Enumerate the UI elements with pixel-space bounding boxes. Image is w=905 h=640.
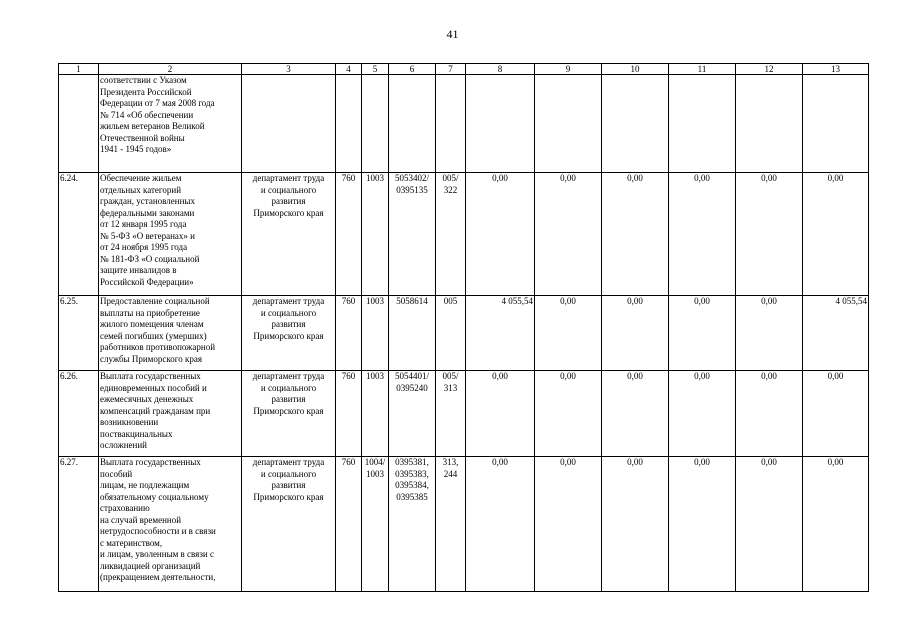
- code-cell: 005: [436, 296, 466, 371]
- column-header: 11: [669, 64, 736, 75]
- amount-cell: 4 055,54: [466, 296, 535, 371]
- amount-cell: [669, 75, 736, 173]
- responsible-org: департамент труда и социального развития Приморского края: [242, 457, 336, 592]
- amount-cell: [803, 75, 869, 173]
- code-cell: 005/ 313: [436, 371, 466, 457]
- table-row: [59, 75, 869, 173]
- column-header: 7: [436, 64, 466, 75]
- amount-cell: [736, 75, 803, 173]
- column-header: 12: [736, 64, 803, 75]
- amount-cell: 0,00: [535, 296, 602, 371]
- amount-cell: [602, 75, 669, 173]
- amount-cell: 0,00: [736, 173, 803, 296]
- code-cell: [336, 75, 362, 173]
- item-name: Обеспечение жильем отдельных категорий граждан, установленных федеральными законами от 12 января 1995 года № 5-ФЗ «О ветеранах» и от 24 ноября 1995 года № 181-ФЗ «О социальной защите инвалидов в Российской Федерации»: [99, 173, 242, 296]
- code-cell: 1003: [362, 296, 389, 371]
- responsible-org: департамент труда и социального развития Приморского края: [242, 296, 336, 371]
- amount-cell: 0,00: [602, 173, 669, 296]
- amount-cell: 0,00: [602, 296, 669, 371]
- code-cell: 005/ 322: [436, 173, 466, 296]
- code-cell: 1003: [362, 173, 389, 296]
- code-cell: 760: [336, 371, 362, 457]
- item-number: 6.27.: [59, 457, 99, 592]
- page-number: 41: [446, 27, 459, 41]
- amount-cell: 0,00: [535, 371, 602, 457]
- amount-cell: 0,00: [669, 457, 736, 592]
- table-row: [59, 173, 869, 296]
- column-header: 3: [242, 64, 336, 75]
- item-name: Выплата государственных пособий лицам, не подлежащим обязательному социальному страхованию на случай временной нетрудоспособности и в связи с материнством, и лицам, уволенным в связи с ликвидацией организаций (прекращением деятельности,: [99, 457, 242, 592]
- code-cell: [389, 75, 436, 173]
- item-number: [59, 75, 99, 173]
- amount-cell: 0,00: [535, 457, 602, 592]
- amount-cell: 0,00: [803, 457, 869, 592]
- amount-cell: [535, 75, 602, 173]
- column-number-row: [59, 64, 869, 75]
- code-cell: 5058614: [389, 296, 436, 371]
- code-cell: 5053402/ 0395135: [389, 173, 436, 296]
- table-row: [59, 371, 869, 457]
- amount-cell: 0,00: [466, 371, 535, 457]
- amount-cell: 0,00: [669, 173, 736, 296]
- code-cell: 313, 244: [436, 457, 466, 592]
- item-name: Предоставление социальной выплаты на приобретение жилого помещения членам семей погибших (умерших) работников противопожарной службы Приморского края: [99, 296, 242, 371]
- column-header: 4: [336, 64, 362, 75]
- column-header: 8: [466, 64, 535, 75]
- code-cell: 0395381, 0395383, 0395384, 0395385: [389, 457, 436, 592]
- column-header: 10: [602, 64, 669, 75]
- item-number: 6.25.: [59, 296, 99, 371]
- amount-cell: 0,00: [466, 173, 535, 296]
- amount-cell: 0,00: [669, 371, 736, 457]
- amount-cell: 0,00: [466, 457, 535, 592]
- column-header: 2: [99, 64, 242, 75]
- table-row: [59, 296, 869, 371]
- column-header: 13: [803, 64, 869, 75]
- amount-cell: 0,00: [535, 173, 602, 296]
- amount-cell: 0,00: [803, 173, 869, 296]
- amount-cell: 0,00: [602, 457, 669, 592]
- amount-cell: [466, 75, 535, 173]
- amount-cell: 4 055,54: [803, 296, 869, 371]
- responsible-org: департамент труда и социального развития Приморского края: [242, 371, 336, 457]
- amount-cell: 0,00: [736, 296, 803, 371]
- column-header: 6: [389, 64, 436, 75]
- item-name: Выплата государственных единовременных пособий и ежемесячных денежных компенсаций гражданам при возникновении поствакцинальных осложнений: [99, 371, 242, 457]
- item-number: 6.26.: [59, 371, 99, 457]
- amount-cell: 0,00: [736, 371, 803, 457]
- code-cell: 760: [336, 296, 362, 371]
- responsible-org: департамент труда и социального развития Приморского края: [242, 173, 336, 296]
- responsible-org: [242, 75, 336, 173]
- budget-table: [58, 63, 869, 592]
- code-cell: [436, 75, 466, 173]
- amount-cell: 0,00: [736, 457, 803, 592]
- code-cell: 1004/ 1003: [362, 457, 389, 592]
- code-cell: 760: [336, 173, 362, 296]
- item-number: 6.24.: [59, 173, 99, 296]
- amount-cell: 0,00: [803, 371, 869, 457]
- amount-cell: 0,00: [602, 371, 669, 457]
- column-header: 1: [59, 64, 99, 75]
- code-cell: [362, 75, 389, 173]
- amount-cell: 0,00: [669, 296, 736, 371]
- item-name: соответствии с Указом Президента Российской Федерации от 7 мая 2008 года № 714 «Об обеспечении жильем ветеранов Великой Отечественной войны 1941 - 1945 годов»: [99, 75, 242, 173]
- column-header: 9: [535, 64, 602, 75]
- code-cell: 1003: [362, 371, 389, 457]
- column-header: 5: [362, 64, 389, 75]
- code-cell: 5054401/ 0395240: [389, 371, 436, 457]
- table-row: [59, 457, 869, 592]
- code-cell: 760: [336, 457, 362, 592]
